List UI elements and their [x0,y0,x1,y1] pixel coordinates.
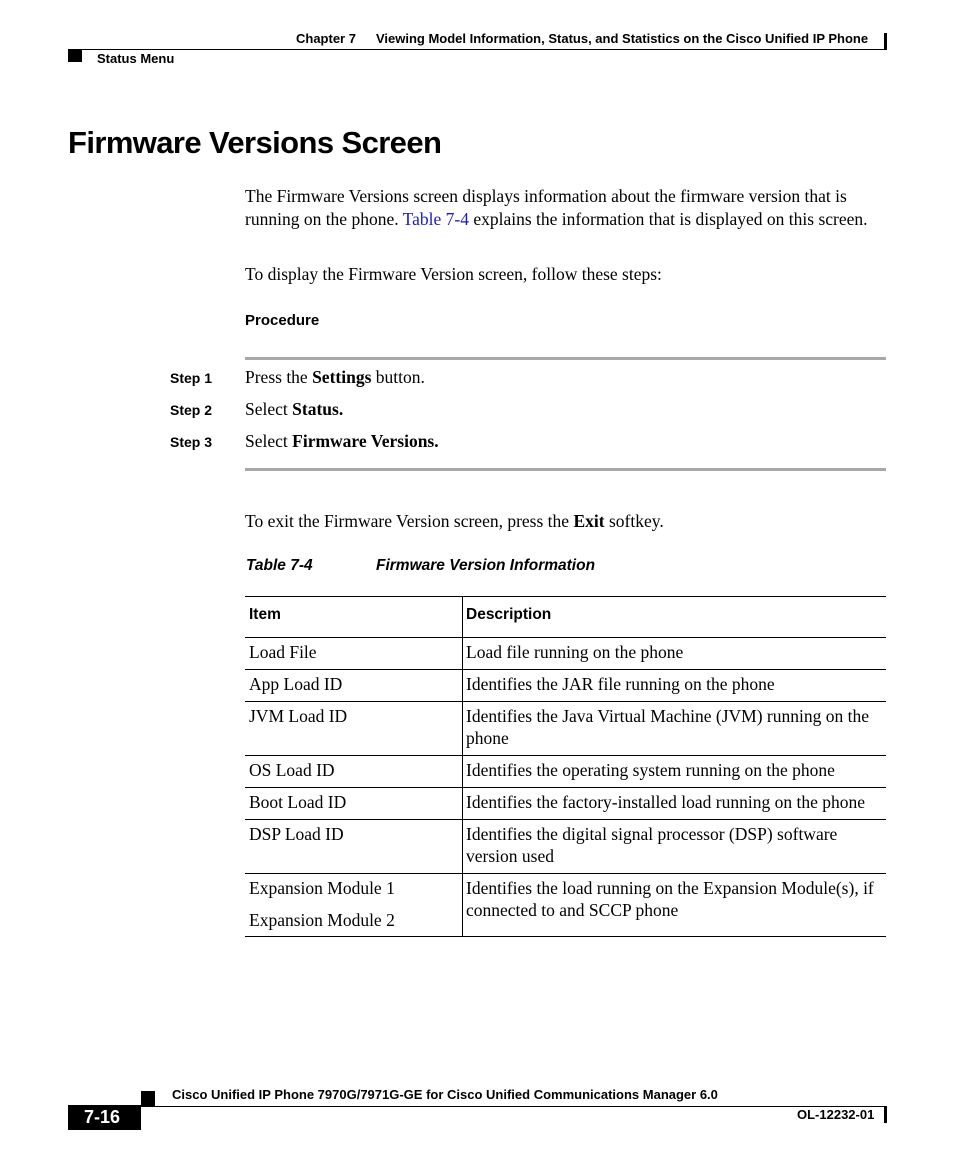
item-cell [245,788,463,820]
item-name: Boot Load ID [249,792,347,812]
item-cell [245,702,463,756]
procedure-top-rule [245,357,886,360]
step-2-label: Step 2 [170,402,213,418]
description-cell: Load file running on the phone [463,638,887,670]
table-row [245,756,886,788]
table-row [245,874,886,937]
intro-text-2: explains the information that is displayed on this screen. [473,209,868,229]
header-edge-bar [884,33,887,50]
display-steps-paragraph: To display the Firmware Version screen, follow these steps: [245,264,662,284]
status-ref: Status. [292,399,344,419]
running-header [296,31,868,46]
settings-button-ref: Settings [312,367,372,387]
table-row [245,788,886,820]
header-block-marker [68,50,82,62]
item-name: Expansion Module 2 [249,910,395,930]
item-cell [245,638,463,670]
step-1-text [245,367,425,388]
intro-text-1: The Firmware Versions screen displays information about the firmware version that is running on the phone. [245,186,847,229]
step-1-label: Step 1 [170,370,213,386]
item-cell [245,820,463,874]
item-name: DSP Load ID [249,824,344,844]
item-name: OS Load ID [249,760,335,780]
description-cell: Identifies the Java Virtual Machine (JVM) running on the phone [463,702,887,756]
description-cell: Identifies the operating system running on the phone [463,756,887,788]
procedure-label: Procedure [245,312,320,329]
section-name: Status Menu [97,51,175,66]
exit-text-post: softkey. [604,511,664,531]
table-row [245,820,886,874]
table-row [245,670,886,702]
footer-rule [141,1106,886,1107]
description-cell: Identifies the digital signal processor (DSP) software version used [463,820,887,874]
column-header-description: Description [463,597,887,638]
step-3-text [245,431,439,452]
firmware-versions-ref: Firmware Versions. [292,431,439,451]
item-name: Load File [249,642,317,662]
footer-block-marker [141,1091,155,1107]
item-name: App Load ID [249,674,343,694]
firmware-version-table [245,596,886,937]
exit-text-pre: To exit the Firmware Version screen, press the [245,511,574,531]
description-cell: Identifies the JAR file running on the phone [463,670,887,702]
description-cell: Identifies the factory-installed load running on the phone [463,788,887,820]
page-number: 7-16 [84,1107,121,1127]
item-cell [245,874,463,937]
table-caption-number: Table 7-4 [246,557,313,574]
description-cell: Identifies the load running on the Expansion Module(s), if connected to and SCCP phone [463,874,887,937]
table-header-row [245,597,886,638]
item-name: Expansion Module 1 [249,878,395,898]
table-caption-title: Firmware Version Information [376,557,596,574]
exit-paragraph [245,510,664,533]
chapter-number: Chapter 7 [296,31,356,46]
header-rule [68,49,886,50]
table-row [245,638,886,670]
document-id: OL-12232-01 [797,1107,875,1122]
footer-edge-bar [884,1106,887,1123]
step-2-text [245,399,343,420]
page-number-box [68,1105,141,1130]
table-caption [246,557,596,575]
item-cell [245,756,463,788]
chapter-title: Viewing Model Information, Status, and Statistics on the Cisco Unified IP Phone [375,31,869,46]
column-header-item: Item [245,597,463,638]
footer-title: Cisco Unified IP Phone 7970G/7971G-GE for Cisco Unified Communications Manager 6.0 [172,1087,718,1102]
step-2-pre: Select [245,399,293,419]
step-3-pre: Select [245,431,293,451]
table-row [245,702,886,756]
table-7-4-link[interactable]: Table 7-4 [402,209,469,229]
procedure-bottom-rule [245,468,886,471]
item-cell [245,670,463,702]
step-3-label: Step 3 [170,434,213,450]
exit-softkey-ref: Exit [573,511,605,531]
page-title: Firmware Versions Screen [68,125,442,160]
step-1-post: button. [371,367,425,387]
intro-paragraph [245,185,890,231]
step-1-pre: Press the [245,367,313,387]
item-name: JVM Load ID [249,706,348,726]
